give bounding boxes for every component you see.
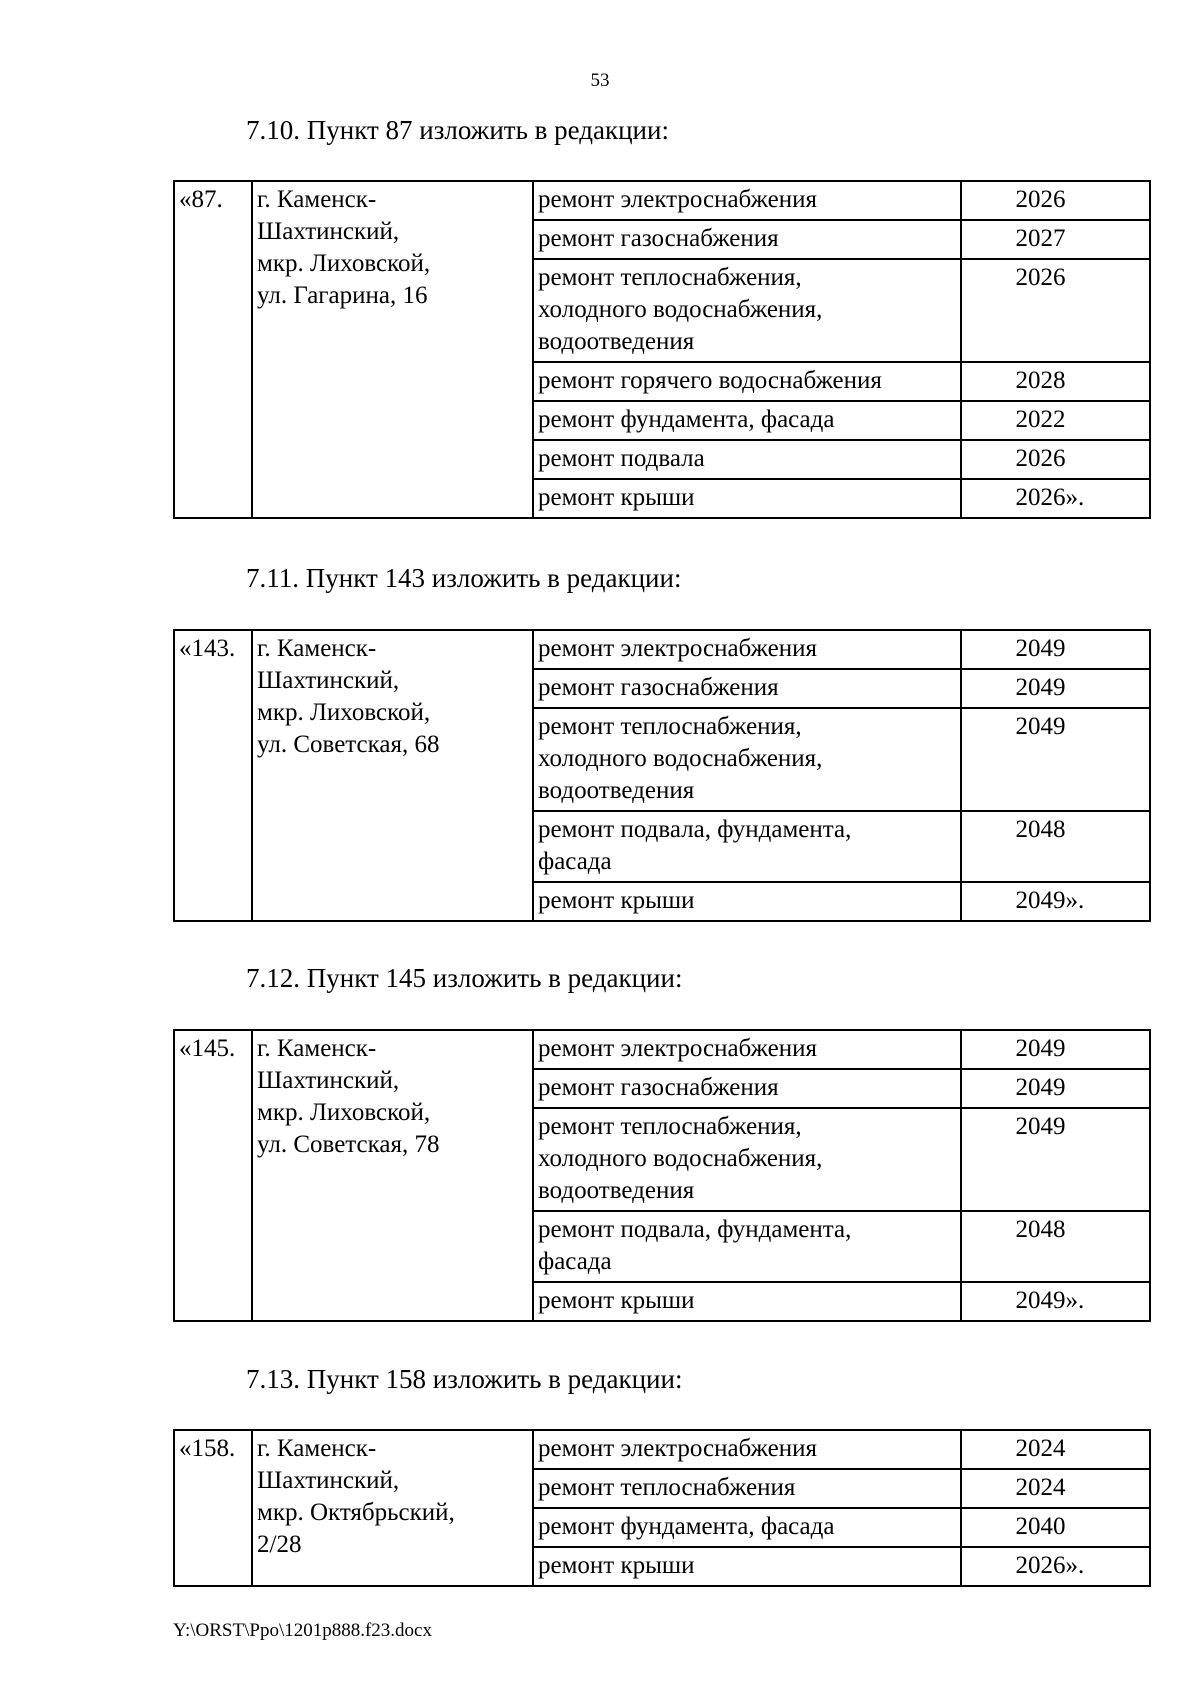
text-line: ремонт крыши <box>538 1287 695 1314</box>
text-line: ремонт подвала <box>538 445 705 472</box>
text-line: г. Каменск- <box>257 186 377 213</box>
text-line: мкр. Октябрьский, <box>257 1499 455 1526</box>
text-line: ремонт электроснабжения <box>538 1035 817 1062</box>
text-line: ремонт теплоснабжения, <box>538 264 802 291</box>
year-value: 2048 <box>1015 816 1066 843</box>
repair-work-type <box>533 1508 961 1547</box>
repair-year <box>961 401 1150 440</box>
text-line: ул. Гагарина, 16 <box>257 282 428 309</box>
text-line: водоотведения <box>538 1177 695 1204</box>
repair-work-type <box>533 440 961 479</box>
text-line: холодного водоснабжения, <box>538 1145 823 1172</box>
text-line: Шахтинский, <box>257 667 400 694</box>
year-value: 2049 <box>1015 674 1066 701</box>
repair-schedule-table <box>173 180 1151 519</box>
text-line: Шахтинский, <box>257 218 400 245</box>
repair-work-type <box>533 1282 961 1321</box>
repair-year <box>961 259 1150 362</box>
repair-work-type <box>533 220 961 259</box>
repair-work-type <box>533 708 961 811</box>
text-line: ул. Советская, 68 <box>257 731 440 758</box>
item-number: «158. <box>174 1430 252 1586</box>
year-value: 2026». <box>1015 1552 1085 1579</box>
repair-year <box>961 440 1150 479</box>
repair-year <box>961 1069 1150 1108</box>
year-value: 2040 <box>1015 1513 1066 1540</box>
text-line: холодного водоснабжения, <box>538 745 823 772</box>
repair-work-type <box>533 1469 961 1508</box>
year-value: 2048 <box>1015 1216 1066 1243</box>
text-line: Шахтинский, <box>257 1067 400 1094</box>
text-line: ул. Советская, 78 <box>257 1131 440 1158</box>
text-line: мкр. Лиховской, <box>257 699 431 726</box>
text-line: холодного водоснабжения, <box>538 296 823 323</box>
building-address <box>252 1030 533 1321</box>
repair-year <box>961 669 1150 708</box>
text-line: ремонт подвала, фундамента, <box>538 1216 852 1243</box>
year-value: 2026». <box>1015 484 1085 511</box>
repair-year <box>961 1108 1150 1211</box>
repair-work-type <box>533 1211 961 1282</box>
text-line: ремонт крыши <box>538 1552 695 1579</box>
year-value: 2028 <box>1015 367 1066 394</box>
year-value: 2026 <box>1015 264 1066 291</box>
text-line: ремонт крыши <box>538 887 695 914</box>
text-line: ремонт теплоснабжения, <box>538 1113 802 1140</box>
repair-year <box>961 1508 1150 1547</box>
text-line: г. Каменск- <box>257 1435 377 1462</box>
text-line: Шахтинский, <box>257 1467 400 1494</box>
year-value: 2026 <box>1015 445 1066 472</box>
year-value: 2049 <box>1015 1035 1066 1062</box>
year-value: 2022 <box>1015 406 1066 433</box>
repair-year <box>961 1430 1150 1469</box>
repair-year <box>961 1469 1150 1508</box>
text-line: ремонт электроснабжения <box>538 1435 817 1462</box>
repair-year <box>961 1030 1150 1069</box>
year-value: 2049 <box>1015 713 1066 740</box>
repair-work-type <box>533 1547 961 1586</box>
repair-schedule-table <box>173 1429 1151 1587</box>
year-value: 2049». <box>1015 887 1085 914</box>
text-line: ремонт газоснабжения <box>538 225 779 252</box>
text-line: фасада <box>538 1248 612 1275</box>
table-row <box>174 630 1150 669</box>
text-line: г. Каменск- <box>257 635 377 662</box>
repair-work-type <box>533 401 961 440</box>
text-line: ремонт теплоснабжения <box>538 1474 796 1501</box>
text-line: фасада <box>538 848 612 875</box>
text-line: водоотведения <box>538 328 695 355</box>
building-address <box>252 181 533 518</box>
repair-work-type <box>533 669 961 708</box>
file-path-footer: Y:\ORST\Ppo\1201p888.f23.docx <box>173 1620 432 1641</box>
repair-work-type <box>533 1030 961 1069</box>
repair-year <box>961 479 1150 518</box>
text-line: ремонт фундамента, фасада <box>538 1513 835 1540</box>
building-address <box>252 1430 533 1586</box>
item-number: «143. <box>174 630 252 921</box>
year-value: 2049 <box>1015 1074 1066 1101</box>
table-row <box>174 1030 1150 1069</box>
year-value: 2049». <box>1015 1287 1085 1314</box>
text-line: мкр. Лиховской, <box>257 250 431 277</box>
repair-schedule-table <box>173 629 1151 922</box>
item-number: «145. <box>174 1030 252 1321</box>
text-line: водоотведения <box>538 777 695 804</box>
building-address <box>252 630 533 921</box>
repair-year <box>961 708 1150 811</box>
text-line: ремонт крыши <box>538 484 695 511</box>
year-value: 2049 <box>1015 1113 1066 1140</box>
text-line: г. Каменск- <box>257 1035 377 1062</box>
text-line: ремонт газоснабжения <box>538 674 779 701</box>
repair-work-type <box>533 479 961 518</box>
repair-work-type <box>533 1069 961 1108</box>
repair-schedule-table <box>173 1029 1151 1322</box>
text-line: мкр. Лиховской, <box>257 1099 431 1126</box>
repair-work-type <box>533 1108 961 1211</box>
repair-work-type <box>533 181 961 220</box>
text-line: ремонт подвала, фундамента, <box>538 816 852 843</box>
year-value: 2026 <box>1015 186 1066 213</box>
year-value: 2027 <box>1015 225 1066 252</box>
repair-work-type <box>533 811 961 882</box>
repair-year <box>961 362 1150 401</box>
repair-year <box>961 811 1150 882</box>
text-line: ремонт электроснабжения <box>538 186 817 213</box>
text-line: ремонт теплоснабжения, <box>538 713 802 740</box>
text-line: ремонт электроснабжения <box>538 635 817 662</box>
repair-work-type <box>533 1430 961 1469</box>
page-number: 53 <box>590 70 610 91</box>
repair-year <box>961 882 1150 921</box>
text-line: ремонт газоснабжения <box>538 1074 779 1101</box>
repair-work-type <box>533 362 961 401</box>
section-heading: 7.12. Пункт 145 изложить в редакции: <box>246 963 683 993</box>
repair-year <box>961 630 1150 669</box>
repair-year <box>961 1211 1150 1282</box>
section-heading: 7.11. Пункт 143 изложить в редакции: <box>246 563 682 593</box>
repair-year <box>961 1282 1150 1321</box>
repair-work-type <box>533 259 961 362</box>
table-row <box>174 181 1150 220</box>
table-row <box>174 1430 1150 1469</box>
section-heading: 7.10. Пункт 87 изложить в редакции: <box>246 115 669 145</box>
repair-year <box>961 1547 1150 1586</box>
text-line: ремонт фундамента, фасада <box>538 406 835 433</box>
text-line: ремонт горячего водоснабжения <box>538 367 882 394</box>
repair-year <box>961 181 1150 220</box>
text-line: 2/28 <box>257 1531 302 1558</box>
repair-work-type <box>533 882 961 921</box>
repair-year <box>961 220 1150 259</box>
repair-work-type <box>533 630 961 669</box>
year-value: 2049 <box>1015 635 1066 662</box>
year-value: 2024 <box>1015 1435 1066 1462</box>
section-heading: 7.13. Пункт 158 изложить в редакции: <box>246 1364 683 1394</box>
year-value: 2024 <box>1015 1474 1066 1501</box>
item-number: «87. <box>174 181 252 518</box>
